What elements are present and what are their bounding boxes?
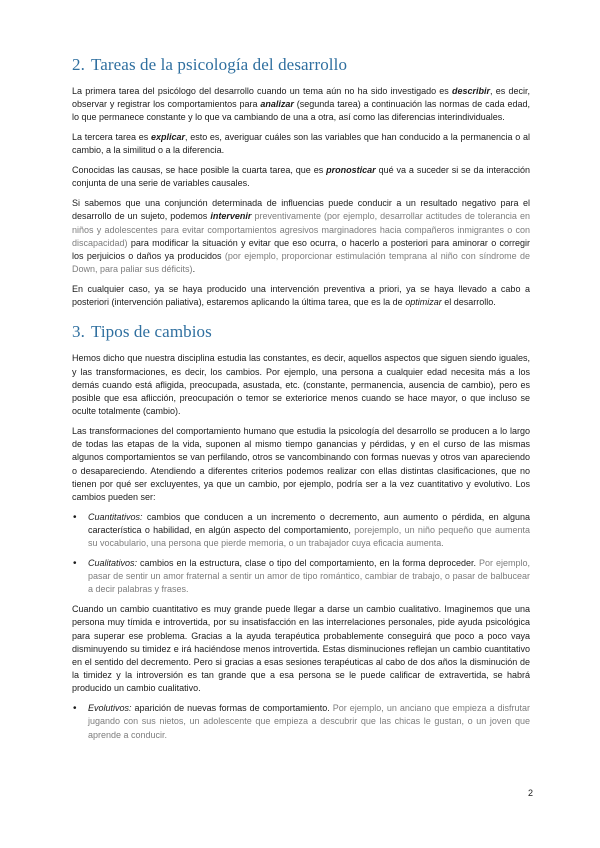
section-3-number: 3. [72,322,85,342]
paragraph-optimizar: En cualquier caso, ya se haya producido una intervención preventiva a priori, ya se haya llevado a cabo a posteriori (intervención paliativa), estaremos aplicando la última tarea, que es la de optimizar el desarrollo. [72,284,530,308]
section-2-number: 2. [72,55,85,74]
example-text: porejemplo, un niño pequeño que aumenta su vocabulario, una persona que pierde memoria, o un trabajador cuya eficacia aumenta. [88,525,530,549]
term-cuantitativos: Cuantitativos: [88,511,143,522]
section-2-title: Tareas de la psicología del desarrollo [90,55,348,74]
paragraph-constantes: Hemos dicho que nuestra disciplina estudia las constantes, es decir, aquellos aspectos que siguen siendo iguales, y las transformaciones, es decir, los cambios. Por ejemplo, una persona a cualquier edad necesita más a los demás cuando está afligida, preocupada, asustada, etc. (constante, permanencia, ausencia de cambio), pero es posible que esa aflicción, preocupación o temor se exteriorice menos cuando se hace mayor, o que incluso se oculte totalmente (cambio). [72,353,530,417]
paragraph-explicar: La tercera tarea es explicar, esto es, averiguar cuáles son las variables que han conducido a la permanencia o al cambio, a la similitud o a la diferencia. [72,132,530,156]
section-3-heading [72,321,530,343]
term-evolutivos: Evolutivos: [88,703,132,714]
term-explicar: explicar [150,132,185,143]
example-text: preventivamente (por ejemplo, desarrollar actitudes de tolerancia en niños y adolescentes para evitar comportamientos agresivos marginadores hacia compañeros inmigrantes o con discapacidad) [72,211,530,248]
list-item-evolutivos: • Evolutivos: aparición de nuevas formas de comportamiento. Por ejemplo, un anciano que empieza a disfrutar jugando con sus nietos, un adolescente que empieza a descubrir que las chicas le gustan, o un joven que aprende a conducir. [73,703,530,740]
list-item-cualitativos: • Cualitativos: cambios en la estructura, clase o tipo del comportamiento, en la forma deproceder. Por ejemplo, pasar de sentir un amor fraternal a sentir un amor de tipo romántico, cambiar de trabajo, o pasar de balbucear a decir palabras y frases. [73,558,530,595]
term-pronosticar: pronosticar [326,165,376,176]
paragraph-transformaciones: Las transformaciones del comportamiento humano que estudia la psicología del desarrollo se producen a lo largo de todas las etapas de la vida, suponen al mismo tiempo ganancias y pérdidas, y en el curso de las mismas algunos comportamientos se van perfilando, otros se vancombinando con formas nuevas y otros van apareciendo o desapareciendo. Atendiendo a diferentes criterios podemos realizar con ellas distintas clasificaciones, que no tienen por qué ser excluyentes, ya que un cambio, por ejemplo, podría ser a la vez cuantitativo y evolutivo. Los cambios pueden ser: [72,426,530,503]
example-text: Por ejemplo, pasar de sentir un amor fraternal a sentir un amor de tipo romántico, cambiar de trabajo, o pasar de balbucear a decir palabras y frases. [88,558,530,595]
paragraph-intervenir: Si sabemos que una conjunción determinada de influencias puede conducir a un resultado negativo para el desarrollo de un sujeto, podemos intervenir preventivamente (por ejemplo, desarrollar actitudes de tolerancia en niños y adolescentes para evitar comportamientos agresivos marginadores hacia compañeros inmigrantes o con discapacidad) para modificar la situación y evitar que eso ocurra, o hacerlo a posteriori para aminorar o corregir los perjuicios o daños ya producidos (por ejemplo, proporcionar estimulación temprana al niño con síndrome de Down, para paliar sus déficits). [72,198,530,275]
example-text: Por ejemplo, un anciano que empieza a disfrutar jugando con sus nietos, un adolescente que empieza a descubrir que las chicas le gustan, o un joven que aprende a conducir. [88,703,530,740]
page-number: 2 [528,788,534,798]
change-types-list-2 [72,702,530,742]
bullet-icon: • [73,511,77,523]
bullet-icon: • [73,703,77,715]
term-intervenir: intervenir [210,211,252,222]
change-types-list [72,511,530,597]
term-describir: describir [452,86,491,96]
term-optimizar: optimizar [405,297,442,308]
term-analizar: analizar [260,99,294,110]
document-page [72,54,530,748]
section-3-title: Tipos de cambios [90,322,212,342]
term-cualitativos: Cualitativos: [88,558,138,569]
example-text: (por ejemplo, proporcionar estimulación temprana al niño con síndrome de Down, para paliar sus déficits) [72,251,530,275]
paragraph-pronosticar: Conocidas las causas, se hace posible la cuarta tarea, que es pronosticar qué va a suceder si se da interacción conjunta de una serie de variables causales. [72,165,531,189]
paragraph-cambio-cualitativo: Cuando un cambio cuantitativo es muy grande puede llegar a darse un cambio cualitativo. Imaginemos que una persona muy tímida e introvertida, por su insatisfacción en las interrelaciones personales, pide ayuda psicológica para superar ese problema. Gracias a la ayuda terapéutica probablemente conseguirá que poco a poco vaya disminuyendo su timidez e irá haciéndose menos introvertida. Estas disminuciones reflejan un cambio cuantitativo en el sentido del decremento. Pero si gracias a esas sesiones terapéuticas al cabo de dos años la disminución de la timidez y la introversión es tan grande que a esa persona se le puede calificar de extravertida, se habrá producido un cambio cualitativo. [72,604,530,694]
list-item-cuantitativos: • Cuantitativos: cambios que conducen a un incremento o decremento, aun aumento o pérdida, en alguna característica o habilidad, en algún aspecto del comportamiento, porejemplo, un niño pequeño que aumenta su vocabulario, una persona que pierde memoria, o un trabajador cuya eficacia aumenta. [73,511,530,549]
paragraph-describir: La primera tarea del psicólogo del desarrollo cuando un tema aún no ha sido investigado es describir, es decir, observar y registrar los comportamientos para analizar (segunda tarea) a continuación las normas de cada edad, lo que permanece constante y lo que va cambiando de una a otra, así como las diferencias interindividuales. [72,86,530,123]
section-2-heading [72,54,530,76]
bullet-icon: • [73,558,77,570]
